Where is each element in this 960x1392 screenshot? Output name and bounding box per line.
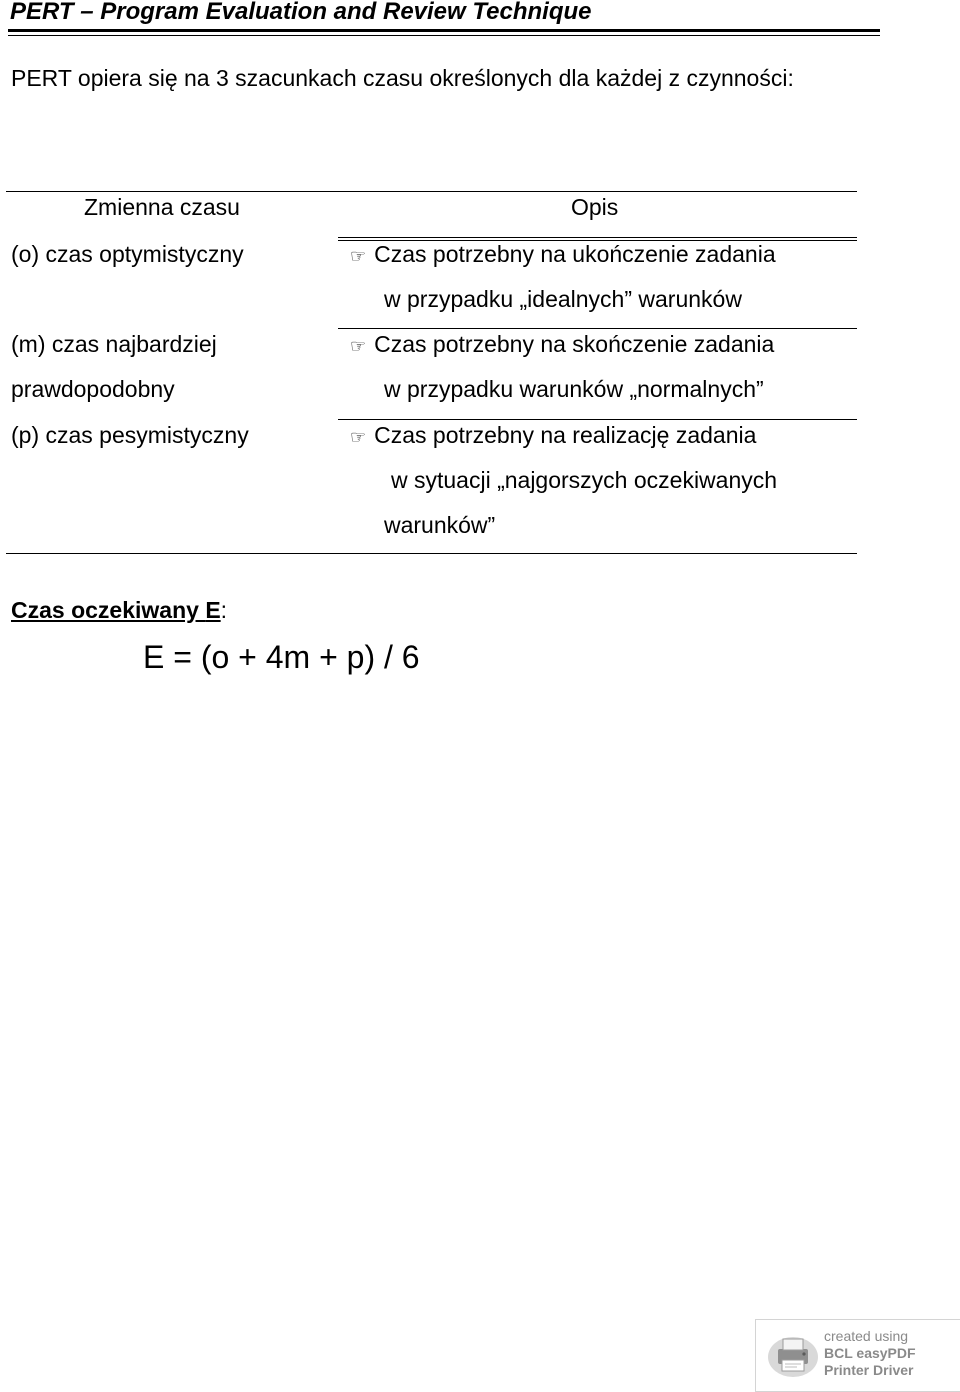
- row-o-desc-line-2: w przypadku „idealnych” warunków: [384, 286, 742, 312]
- row-o-desc-line-1: ☞ Czas potrzebny na ukończenie zadania: [350, 232, 776, 279]
- row-p-desc-line-3: warunków”: [384, 512, 496, 538]
- col-header-description: Opis: [571, 194, 619, 220]
- intro-paragraph: PERT opiera się na 3 szacunkach czasu określonych dla każdej z czynności:: [11, 65, 794, 91]
- pointing-hand-icon: ☞: [350, 336, 367, 356]
- expected-time-formula: E = (o + 4m + p) / 6: [143, 639, 420, 675]
- printer-icon: [766, 1329, 820, 1381]
- watermark-line-3: Printer Driver: [824, 1362, 914, 1378]
- watermark-text: [824, 1328, 916, 1379]
- col-header-variable: Zmienna czasu: [84, 194, 240, 220]
- pert-table: [0, 0, 960, 600]
- watermark-line-1: created using: [824, 1328, 909, 1344]
- page-title: PERT – Program Evaluation and Review Technique: [10, 0, 592, 25]
- pointing-hand-icon: ☞: [350, 246, 367, 266]
- table-bottom-rule: [6, 553, 857, 554]
- row-m-variable-line-2: prawdopodobny: [11, 376, 175, 402]
- pointing-hand-icon: ☞: [350, 427, 367, 447]
- row-p-desc-line-1: ☞ Czas potrzebny na realizację zadania: [350, 413, 756, 460]
- row-m-desc-line-1: ☞ Czas potrzebny na skończenie zadania: [350, 322, 774, 369]
- watermark-badge: [755, 1319, 960, 1392]
- row-m-desc-line-2: w przypadku warunków „normalnych”: [384, 376, 764, 402]
- row-m-variable-line-1: (m) czas najbardziej: [11, 331, 217, 357]
- expected-time-label: Czas oczekiwany E:: [11, 597, 228, 623]
- row-p-variable: (p) czas pesymistyczny: [11, 422, 249, 448]
- row-o-variable: (o) czas optymistyczny: [11, 241, 244, 267]
- row-p-desc-line-2: w sytuacji „najgorszych oczekiwanych: [391, 467, 778, 493]
- watermark-line-2: BCL easyPDF: [824, 1345, 916, 1361]
